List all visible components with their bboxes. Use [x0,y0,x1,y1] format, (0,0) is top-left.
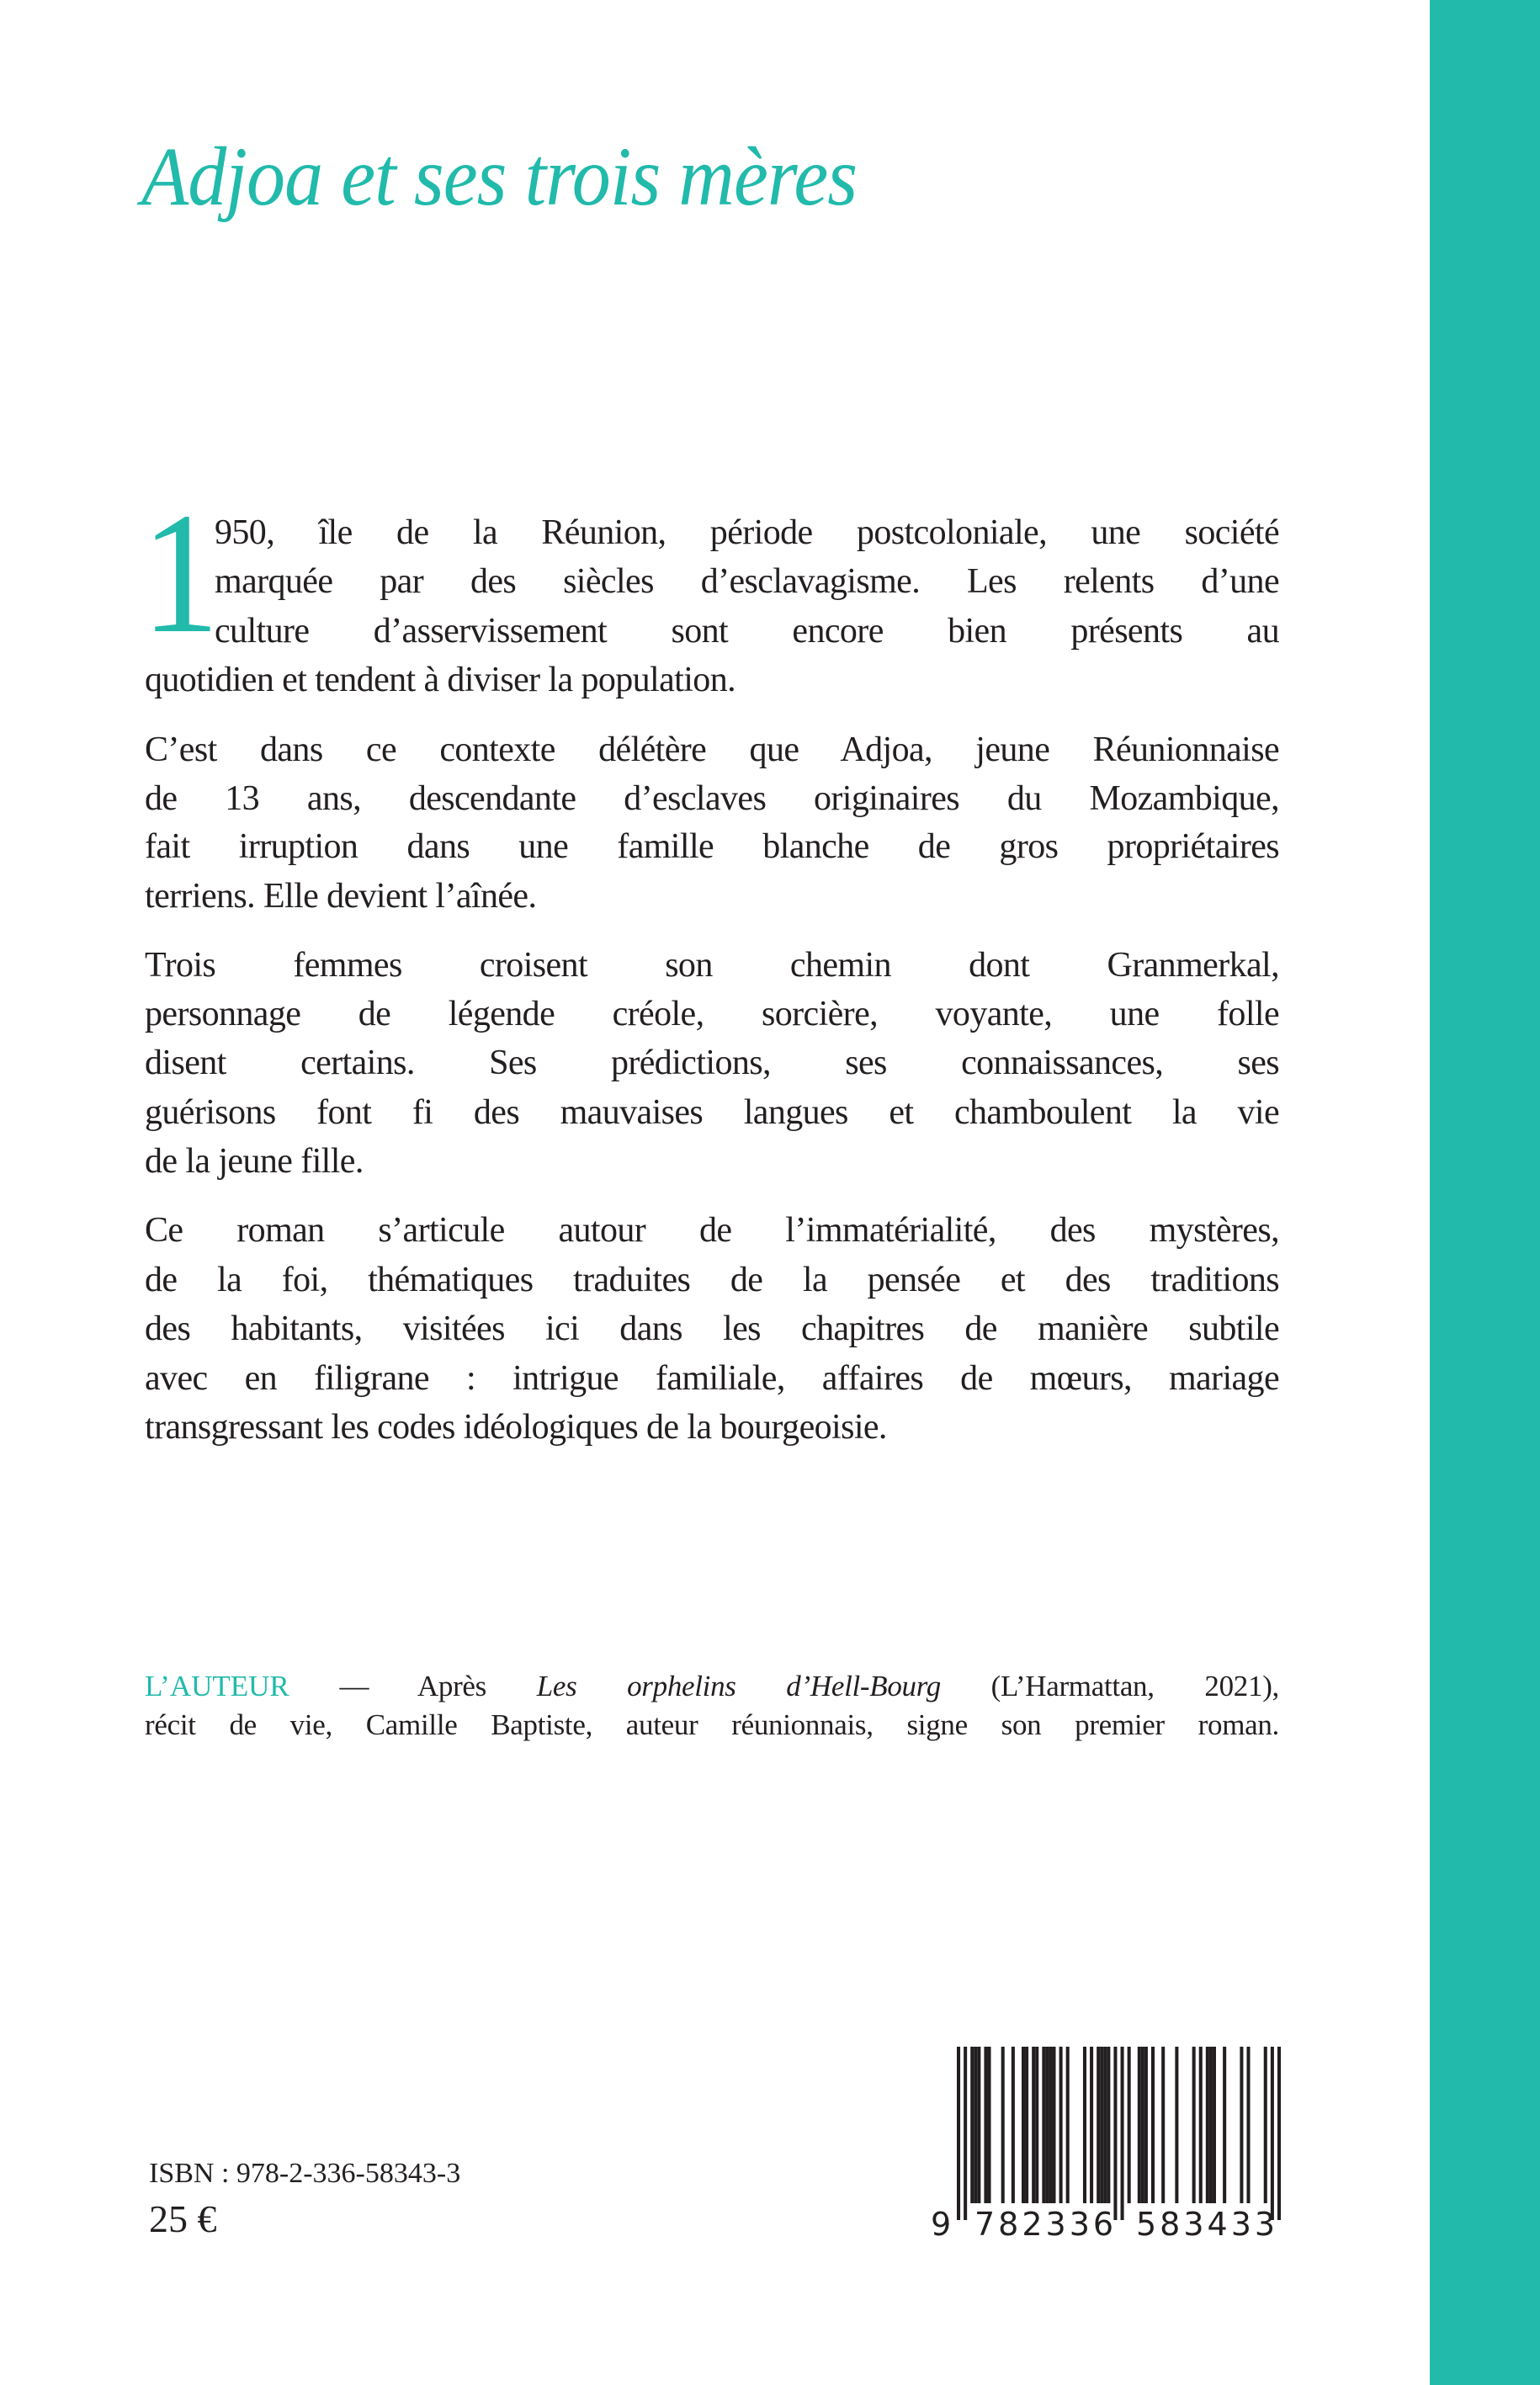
barcode-digit-first: 9 [931,2206,952,2243]
barcode-bar [957,2047,960,2220]
barcode-bar [1090,2047,1093,2203]
barcode-bar [1128,2047,1131,2203]
barcode-bar [1001,2047,1005,2203]
barcode-bar [1144,2047,1148,2203]
author-label: L’AUTEUR [145,1670,289,1702]
text-line: Ce roman s’articule autour de l’immatérialité, des mystères, [145,1211,1279,1250]
text-line: personnage de légende créole, sorcière, voyante, une folle [145,995,1279,1033]
barcode-bar [1035,2047,1038,2203]
text-line: transgressant les codes idéologiques de la bourgeoisie. [145,1408,887,1447]
spine-color-stripe [1430,0,1540,2385]
barcode-bar [1022,2047,1025,2203]
barcode-bar [1032,2047,1035,2203]
barcode-bar [1151,2047,1155,2203]
author-bio-line-2: récit de vie, Camille Baptiste, auteur réunionnais, signe son premier roman. [145,1708,1279,1741]
barcode-bar [970,2047,974,2203]
book-title: Adjoa et ses trois mères [141,130,858,223]
text-line: disent certains. Ses prédictions, ses connaissances, ses [145,1044,1279,1082]
text-line: guérisons font fi des mauvaises langues et chamboulent la vie [145,1093,1279,1132]
text-line: C’est dans ce contexte délétère que Adjoa, jeune Réunionnaise [145,730,1279,769]
barcode-bar [984,2047,987,2203]
barcode-bar [977,2047,980,2203]
text-line: avec en filigrane : intrigue familiale, affaires de mœurs, mariage [145,1359,1279,1398]
text-line: de 13 ans, descendante d’esclaves originaires du Mozambique, [145,779,1279,818]
barcode-bar [1246,2047,1250,2203]
text-line: quotidien et tendent à diviser la population. [145,661,735,699]
text-line: fait irruption dans une famille blanche de gros propriétaires [145,827,1279,866]
text-line: de la jeune fille. [145,1142,364,1181]
text-line: culture d’asservissement sont encore bien présents au [215,612,1279,651]
author-bio-line-1 [145,1671,1279,1701]
barcode-bar [1012,2047,1015,2203]
author-text: (L’Harmattan, 2021), [940,1670,1279,1702]
barcode-bar [1066,2047,1070,2203]
previous-book-title: Les orphelins d’Hell-Bourg [536,1670,941,1702]
barcode-bar [1192,2047,1196,2203]
author-text: — Après [289,1670,537,1702]
barcode-bar [1264,2047,1267,2203]
barcode-bar [1209,2047,1213,2203]
barcode-bar [987,2047,990,2203]
barcode-bar [964,2047,967,2220]
barcode-bar [1271,2047,1274,2220]
barcode-bar [1240,2047,1243,2203]
barcode-bar [1121,2047,1124,2220]
text-line: de la foi, thématiques traduites de la pensée et des traditions [145,1261,1279,1299]
barcode-bar [1113,2047,1117,2220]
text-line: terriens. Elle devient l’aînée. [145,877,537,916]
barcode-bar [1107,2047,1110,2203]
barcode-bar [1213,2047,1216,2203]
barcode-bar [1161,2047,1165,2203]
barcode-bar [1175,2047,1178,2203]
text-line: 950, île de la Réunion, période postcoloniale, une société [215,513,1279,552]
barcode-bar [1141,2047,1144,2203]
barcode-bar [1223,2047,1226,2203]
barcode-bar [974,2047,977,2203]
barcode-bar [1199,2047,1203,2203]
barcode-bar [1045,2047,1049,2203]
barcode-bar [1083,2047,1086,2203]
barcode-bar [1277,2047,1281,2220]
text-line: marquée par des siècles d’esclavagisme. Les relents d’une [215,562,1279,601]
price: 25 € [149,2197,217,2240]
barcode-bars [926,2045,1288,2247]
drop-cap: 1 [141,476,220,669]
text-line: Trois femmes croisent son chemin dont Granmerkal, [145,946,1279,985]
barcode-bar [1138,2047,1141,2203]
barcode-bar [1097,2047,1100,2203]
barcode [926,2045,1288,2247]
barcode-bar [1042,2047,1045,2203]
barcode-bar [1103,2047,1107,2203]
barcode-bar [1025,2047,1028,2203]
barcode-bar [1100,2047,1103,2203]
barcode-bar [1059,2047,1063,2203]
barcode-bar [1052,2047,1055,2203]
barcode-digits-left: 782336 [974,2206,1118,2243]
barcode-digits-right: 583433 [1136,2206,1279,2243]
barcode-bar [1206,2047,1209,2203]
isbn: ISBN : 978-2-336-58343-3 [149,2158,461,2189]
text-line: des habitants, visitées ici dans les chapitres de manière subtile [145,1309,1279,1348]
barcode-bar [1049,2047,1052,2203]
